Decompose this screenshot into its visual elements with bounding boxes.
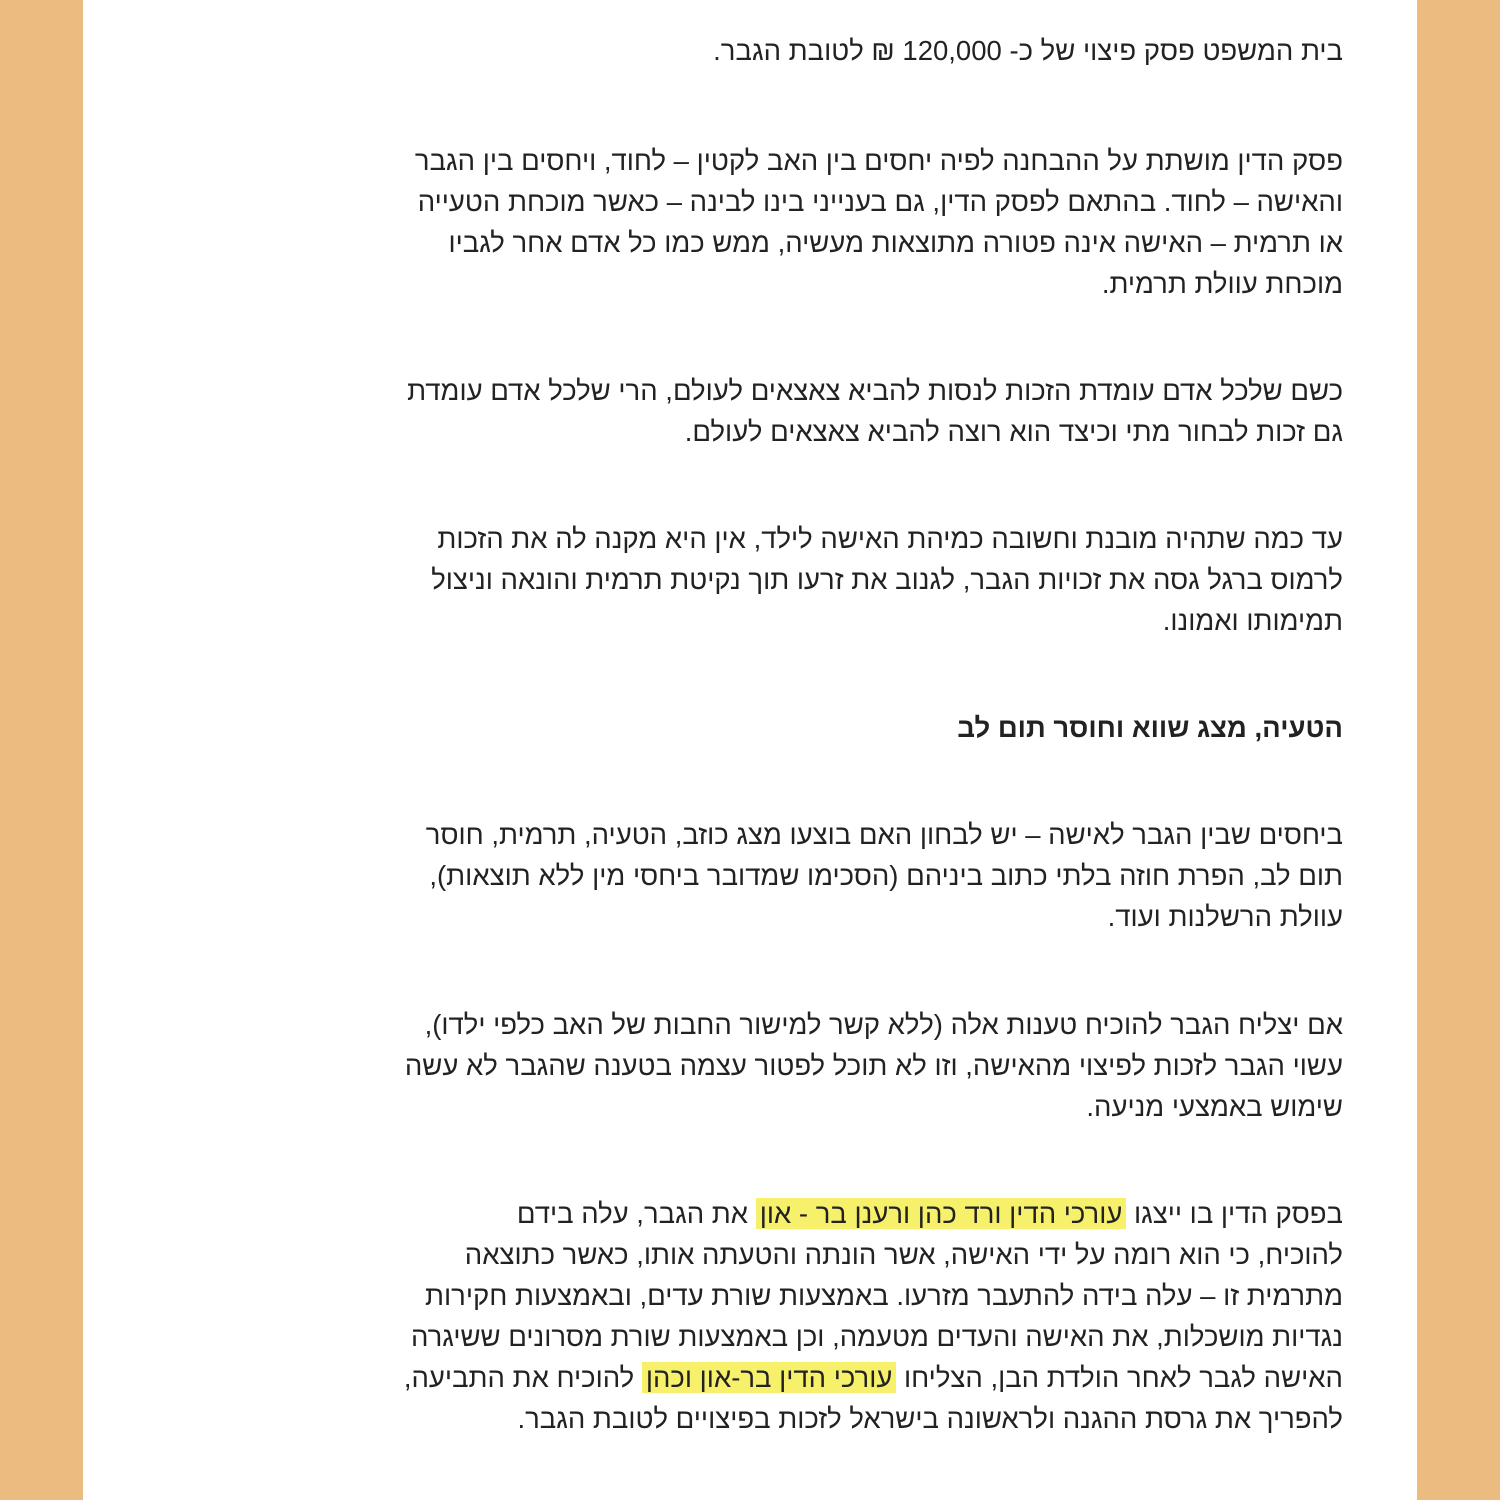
- paragraph-misrepresentation: [215, 814, 1343, 937]
- paragraph-claims: [215, 1004, 1343, 1127]
- text-line: כשם שלכל אדם עומדת הזכות לנסות להביא צאצאים לעולם, הרי שלכל אדם עומדת: [407, 375, 1343, 406]
- text-line: פסק הדין מושתת על ההבחנה לפיה יחסים בין האב לקטין – לחוד, ויחסים בין הגבר: [414, 145, 1343, 176]
- text-line: מתרמית זו – עלה בידה להתעבר מזרעו. באמצעות שורת עדים, ובאמצעות חקירות: [425, 1280, 1343, 1311]
- text-line: תום לב, הפרת חוזה בלתי כתוב ביניהם (הסכימו שמדובר ביחסי מין ללא תוצאות),: [429, 860, 1343, 891]
- text-line: אם יצליח הגבר להוכיח טענות אלה (ללא קשר למישור החבות של האב כלפי ילדו),: [424, 1009, 1343, 1040]
- section-heading-text: הטעיה, מצג שווא וחוסר תום לב: [957, 712, 1343, 743]
- text-line: או תרמית – האישה אינה פטורה מתוצאות מעשיה, ממש כמו כל אדם אחר לגביו: [448, 227, 1343, 258]
- text-line: והאישה – לחוד. בהתאם לפסק הדין, גם בענייני בינו לבינה – כאשר מוכחת הטעייה: [417, 186, 1343, 217]
- paragraph-longing: [215, 518, 1343, 641]
- text-line: עשוי הגבר לזכות לפיצוי מהאישה, וזו לא תוכל לפטור עצמה בטענה שהגבר לא עשה: [404, 1050, 1343, 1081]
- section-heading: [215, 707, 1343, 748]
- text-line: גם זכות לבחור מתי וכיצד הוא רוצה להביא צאצאים לעולם.: [684, 416, 1343, 447]
- text-segment: האישה לגבר לאחר הולדת הבן, הצליחו: [896, 1362, 1343, 1393]
- text-line: ביחסים שבין הגבר לאישה – יש לבחון האם בוצעו מצג כוזב, הטעיה, תרמית, חוסר: [425, 819, 1343, 850]
- text-line: בית המשפט פסק פיצוי של כ- 120,000 ₪ לטובת הגבר.: [713, 35, 1343, 66]
- text-line: עד כמה שתהיה מובנת וחשובה כמיהת האישה לילד, אין היא מקנה לה את הזכות: [437, 523, 1343, 554]
- text-segment: את הגבר, עלה בידם: [516, 1198, 756, 1229]
- text-line: מוכחת עוולת תרמית.: [1101, 268, 1343, 299]
- text-line: להפריך את גרסת ההגנה ולראשונה בישראל לזכות בפיצויים לטובת הגבר.: [517, 1403, 1343, 1434]
- paragraph-compensation: [215, 30, 1343, 71]
- text-line: עוולת הרשלנות ועוד.: [1107, 901, 1343, 932]
- highlighted-lawyers-names: עורכי הדין ורד כהן ורענן בר - און: [756, 1198, 1127, 1229]
- text-line: לרמוס ברגל גסה את זכויות הגבר, לגנוב את זרעו תוך נקיטת תרמית והונאה וניצול: [431, 564, 1343, 595]
- highlighted-lawyers-names: עורכי הדין בר-און וכהן: [642, 1362, 896, 1393]
- text-line: שימוש באמצעי מניעה.: [1086, 1091, 1343, 1122]
- paragraph-right-to-choose: [215, 370, 1343, 452]
- text-line: תמימותו ואמונו.: [1162, 605, 1343, 636]
- text-line: [215, 1357, 1343, 1398]
- text-line: נגדיות מושכלות, את האישה והעדים מטעמה, וכן באמצעות שורת מסרונים ששיגרה: [410, 1321, 1343, 1352]
- document-page: [83, 0, 1417, 1500]
- text-segment: בפסק הדין בו ייצגו: [1126, 1198, 1343, 1229]
- paragraph-ruling: [215, 1193, 1343, 1439]
- text-segment: להוכיח את התביעה,: [403, 1362, 642, 1393]
- text-line: [215, 1193, 1343, 1234]
- paragraph-distinction: [215, 140, 1343, 304]
- text-line: להוכיח, כי הוא רומה על ידי האישה, אשר הונתה והטעתה אותו, כאשר כתוצאה: [464, 1239, 1343, 1270]
